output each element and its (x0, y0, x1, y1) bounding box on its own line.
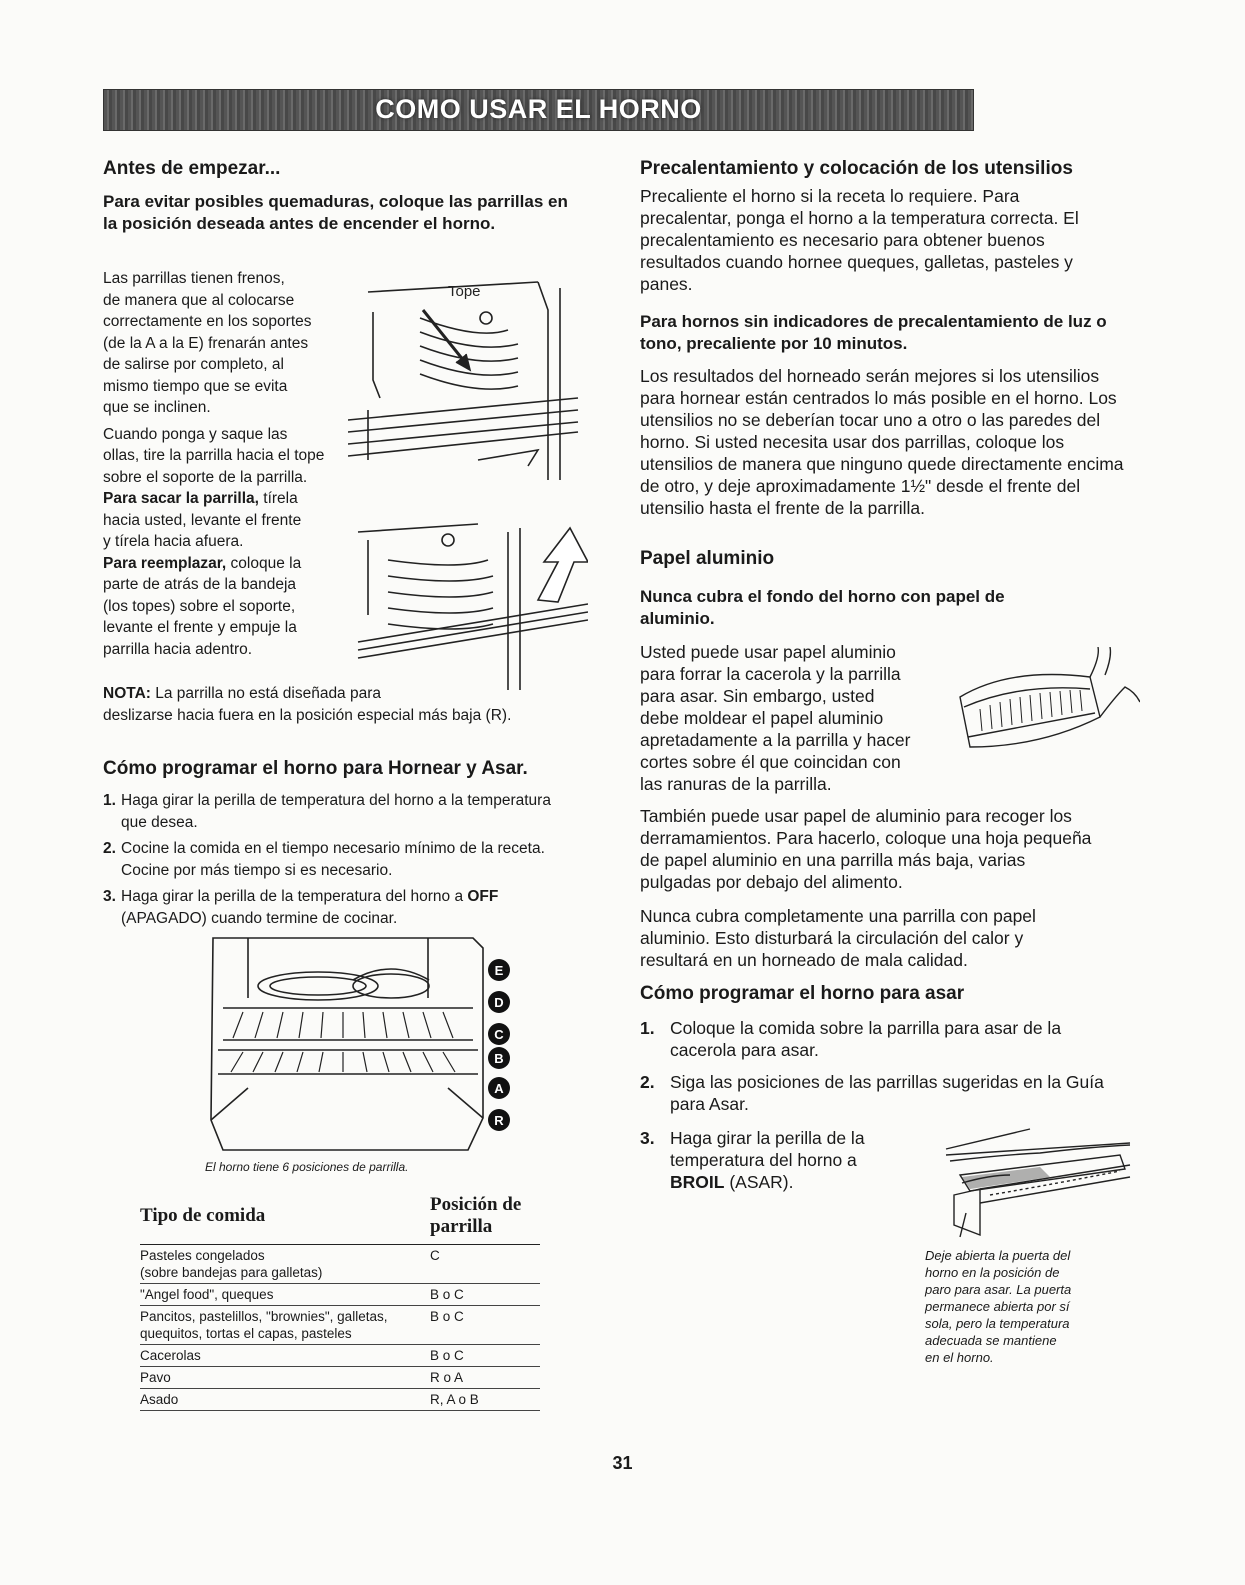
table-row (140, 1306, 540, 1345)
rack-position-label: E (494, 963, 504, 978)
position-cell: C (422, 1245, 540, 1284)
page-title: COMO USAR EL HORNO (375, 94, 702, 124)
caption-line: paro para asar. La puerta (925, 1282, 1072, 1297)
step-number: 1. (103, 792, 116, 809)
foil-line: debe moldear el papel aluminio (640, 708, 884, 728)
tope-label: Tope (448, 283, 481, 300)
table-header-position: Posición de parrilla (422, 1194, 540, 1245)
step-item (103, 838, 553, 881)
page-number: 31 (612, 1453, 633, 1473)
food-cell: "Angel food", queques (140, 1287, 274, 1302)
rack-position-label: B (494, 1051, 504, 1066)
foil-warning: Nunca cubra el fondo del horno con papel de aluminio. (640, 587, 1005, 628)
food-cell: Pavo (140, 1370, 171, 1385)
replace-line: (los topes) sobre el soporte, (103, 597, 296, 615)
position-cell: B o C (422, 1284, 540, 1306)
section-title-papel: Papel aluminio (640, 548, 775, 569)
foil-line: las ranuras de la parrilla. (640, 774, 832, 794)
food-cell-2: (sobre bandejas para galletas) (140, 1265, 323, 1280)
replace-line: levante el frente y empuje la (103, 619, 297, 636)
food-cell: Cacerolas (140, 1348, 201, 1363)
rack-line: de salirse por completo, al (103, 356, 284, 373)
section-title-antes: Antes de empezar... (103, 158, 281, 179)
note-line: deslizarse hacia fuera en la posición especial más baja (R). (103, 706, 512, 724)
preheat-text: Precaliente el horno si la receta lo requiere. Para precalentar, ponga el horno a la temperatura correcta. El precalentamiento es necesario para obtener buenos resultados cuando hornee queques, galletas, pasteles y panes. (640, 186, 1079, 294)
note-bold: NOTA: (103, 685, 151, 702)
step-number: 3. (640, 1128, 655, 1148)
step-line: Haga girar la perilla de la (670, 1128, 865, 1148)
rack-position-label: D (494, 995, 504, 1010)
step-text: Cocine la comida en el tiempo necesario mínimo de la receta. Cocine por más tiempo si es necesario. (121, 840, 545, 879)
foil-line: apretadamente a la parrilla y hacer (640, 730, 911, 750)
section-title-asar: Cómo programar el horno para asar (640, 983, 965, 1004)
foil-line: Usted puede usar papel aluminio (640, 642, 896, 662)
table-row (140, 1245, 540, 1284)
table-header-food: Tipo de comida (140, 1194, 422, 1245)
foil-text-3: Nunca cubra completamente una parrilla con papel aluminio. Esto disturbará la circulación del calor y resultará en un horneado de mala calidad. (640, 906, 1036, 970)
preheat-bold: Para hornos sin indicadores de precalentamiento de luz o tono, precaliente por 10 minutos. (640, 312, 1107, 353)
food-cell: Asado (140, 1392, 179, 1407)
foil-line: cortes sobre él que coincidan con (640, 752, 901, 772)
pull-line: Cuando ponga y saque las (103, 425, 288, 443)
replace-rack-bold: Para reemplazar, (103, 554, 227, 572)
position-cell: B o C (422, 1345, 540, 1367)
step-number: 2. (640, 1072, 655, 1092)
remove-line: tírela (258, 490, 298, 507)
replace-line: parrilla hacia adentro. (103, 640, 253, 658)
step-item (103, 790, 553, 833)
foil-pan-illustration (950, 647, 1140, 767)
remove-line: hacia usted, levante el frente (103, 511, 302, 529)
rack-line: de manera que al colocarse (103, 291, 295, 309)
note-line: La parrilla no está diseñada para (150, 685, 382, 702)
position-cell: R o A (422, 1367, 540, 1389)
rack-line: correctamente en los soportes (103, 313, 312, 330)
rack-line: Las parrillas tienen frenos, (103, 270, 285, 287)
broil-steps (640, 1017, 1110, 1115)
replace-line: coloque la (226, 554, 302, 572)
caption-line: adecuada se mantiene (925, 1333, 1057, 1348)
bake-steps (103, 790, 553, 929)
broil-step-3 (640, 1127, 970, 1193)
food-cell: Pasteles congelados (140, 1248, 265, 1263)
caption-line: Deje abierta la puerta del (925, 1248, 1071, 1263)
food-cell: Pancitos, pastelillos, "brownies", galletas, (140, 1309, 388, 1324)
caption-line: sola, pero la temperatura (925, 1316, 1070, 1331)
step-item (640, 1017, 1110, 1061)
step-text: Haga girar la perilla de la temperatura del horno a (121, 888, 468, 905)
step-line: temperatura del horno a (670, 1150, 857, 1170)
section-title-precalentamiento: Precalentamiento y colocación de los utensilios (640, 158, 1073, 179)
rack-line: (de la A a la E) frenarán antes (103, 334, 309, 352)
food-cell-2: quequitos, tortas el capas, pasteles (140, 1326, 352, 1341)
table-row (140, 1389, 540, 1411)
foil-text (640, 641, 950, 795)
step-text: Siga las posiciones de las parrillas sugeridas en la Guía para Asar. (670, 1072, 1104, 1114)
step-text: Haga girar la perilla de temperatura del horno a la temperatura que desea. (121, 792, 551, 831)
remove-rack-bold: Para sacar la parrilla, (103, 490, 259, 507)
oven-caption: El horno tiene 6 posiciones de parrilla. (205, 1160, 409, 1174)
broil-door-illustration (940, 1125, 1140, 1245)
section-title-programar: Cómo programar el horno para Hornear y Asar. (103, 758, 528, 779)
pull-line: sobre el soporte de la parrilla. (103, 468, 308, 486)
broil-label: BROIL (670, 1172, 725, 1192)
pull-line: ollas, tire la parrilla hacia el tope (103, 447, 325, 464)
oven-rack-illustration (203, 928, 533, 1168)
table-row (140, 1367, 540, 1389)
rack-line: que se inclinen. (103, 399, 211, 416)
foil-text-2: También puede usar papel de aluminio para recoger los derramamientos. Para hacerlo, coloque una hoja pequeña de papel aluminio en una parrilla más baja, varias pulgadas por debajo del alimento. (640, 806, 1092, 892)
rack-position-label: C (494, 1027, 504, 1042)
rack-stop-illustration (348, 270, 588, 690)
step-number: 1. (640, 1018, 655, 1038)
results-text: Los resultados del horneado serán mejores si los utensilios para hornear están centrados lo más posible en el horno. Los utensilios no se deberían tocar uno a otro o las paredes del horno. Si usted necesita usar dos parrillas, coloque los utensilios de manera que ninguno quede directamente encima de otro, y deje aproximadamente 1½" desde el frente del utensilio hasta el frente de la parrilla. (640, 366, 1124, 518)
position-cell: R, A o B (422, 1389, 540, 1411)
off-label: OFF (467, 888, 499, 905)
foil-line: para asar. Sin embargo, usted (640, 686, 875, 706)
rack-position-label: A (494, 1081, 504, 1096)
burn-warning: Para evitar posibles quemaduras, coloque las parrillas en la posición deseada antes de encender el horno. (103, 192, 568, 233)
rack-position-table (140, 1194, 540, 1411)
replace-line: parte de atrás de la bandeja (103, 576, 297, 593)
note (103, 683, 583, 726)
table-row (140, 1345, 540, 1367)
position-cell: B o C (422, 1306, 540, 1345)
step-text: (APAGADO) cuando termine de cocinar. (121, 909, 398, 927)
door-caption (925, 1247, 1115, 1366)
rack-stop-text (103, 268, 353, 660)
foil-line: para forrar la cacerola y la parrilla (640, 664, 901, 684)
rack-line: mismo tiempo que se evita (103, 377, 288, 395)
caption-line: permanece abierta por sí (925, 1299, 1070, 1314)
step-item (103, 886, 553, 929)
remove-line: y tírela hacia afuera. (103, 533, 244, 550)
caption-line: en el horno. (925, 1350, 994, 1365)
step-text: Coloque la comida sobre la parrilla para asar de la cacerola para asar. (670, 1018, 1062, 1060)
table-row (140, 1284, 540, 1306)
rack-position-label: R (494, 1113, 504, 1128)
step-number: 2. (103, 840, 116, 857)
step-item (640, 1071, 1110, 1115)
step-line: (ASAR). (724, 1172, 794, 1192)
step-number: 3. (103, 888, 116, 905)
caption-line: horno en la posición de (925, 1265, 1060, 1280)
header-banner (103, 89, 974, 131)
